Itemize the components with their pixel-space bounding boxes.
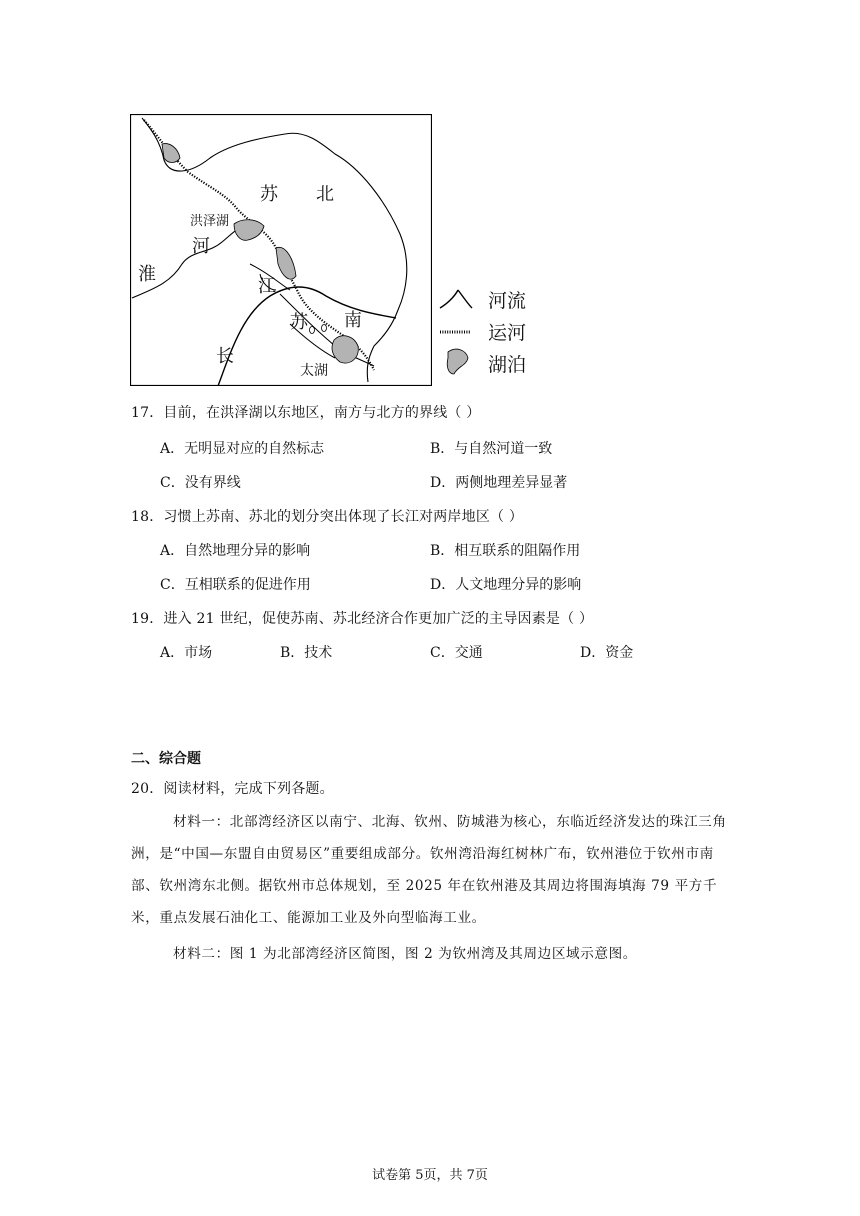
legend-symbols — [436, 286, 476, 378]
river-symbol-icon — [440, 290, 472, 308]
jiangsu-map — [130, 114, 432, 386]
q19-option-a: A．市场 — [160, 645, 213, 661]
q18-option-c: C．互相联系的促进作用 — [160, 577, 311, 593]
map-label-taihu: 太湖 — [300, 363, 328, 379]
q18-option-d: D．人文地理分异的影响 — [430, 577, 582, 593]
map-label-chang: 长 — [216, 346, 234, 367]
map-label-su-north: 苏 — [260, 184, 278, 205]
q19-option-c: C．交通 — [430, 645, 483, 661]
page-footer: 试卷第 5页，共 7页 — [372, 1168, 488, 1183]
map-label-su-south: 苏 — [290, 312, 308, 333]
question-18-stem: 18．习惯上苏南、苏北的划分突出体现了长江对两岸地区（ ） — [131, 509, 524, 525]
map-label-bei: 北 — [316, 184, 334, 205]
map-legend — [436, 286, 546, 378]
legend-river-label: 河流 — [488, 290, 527, 312]
question-17-stem: 17．目前，在洪泽湖以东地区，南方与北方的界线（ ） — [131, 405, 481, 421]
map-label-he: 河 — [192, 236, 210, 257]
q17-option-b: B．与自然河道一致 — [430, 441, 553, 457]
section-title: 二、综合题 — [131, 751, 201, 767]
q17-option-c: C．没有界线 — [160, 475, 241, 491]
question-19-stem: 19．进入 21 世纪，促使苏南、苏北经济合作更加广泛的主导因素是（ ） — [131, 611, 594, 627]
material-1: 材料一：北部湾经济区以南宁、北海、钦州、防城港为核心，东临近经济发达的珠江三角洲，是“中国—东盟自由贸易区”重要组成部分。钦州湾沿海红树林广布，钦州港位于钦州市南部、钦州湾东北侧。据钦州市总体规划，至 2025 年在钦州港及其周边将围海填海 79 平方千米，重点发展石油化工、能源加工业及外向型临海工业。 — [131, 814, 727, 926]
map-label-hongzehu: 洪泽湖 — [190, 214, 230, 229]
q17-option-d: D．两侧地理差异显著 — [430, 475, 568, 491]
map-label-nan: 南 — [344, 310, 362, 331]
map-label-huai: 淮 — [138, 264, 156, 285]
map-label-jiang: 江 — [258, 276, 276, 297]
legend-lake-label: 湖泊 — [488, 354, 527, 376]
lake-symbol-icon — [447, 349, 468, 374]
question-20-stem: 20．阅读材料，完成下列各题。 — [131, 781, 334, 797]
legend-canal-label: 运河 — [488, 322, 527, 344]
q17-option-a: A．无明显对应的自然标志 — [160, 441, 325, 457]
q19-option-b: B．技术 — [280, 645, 333, 661]
q18-option-a: A．自然地理分异的影响 — [160, 543, 311, 559]
jiangsu-map-figure — [130, 114, 432, 386]
q18-option-b: B．相互联系的阻隔作用 — [430, 543, 581, 559]
q19-option-d: D．资金 — [580, 645, 634, 661]
material-2: 材料二：图 1 为北部湾经济区简图，图 2 为钦州湾及其周边区域示意图。 — [173, 946, 637, 962]
